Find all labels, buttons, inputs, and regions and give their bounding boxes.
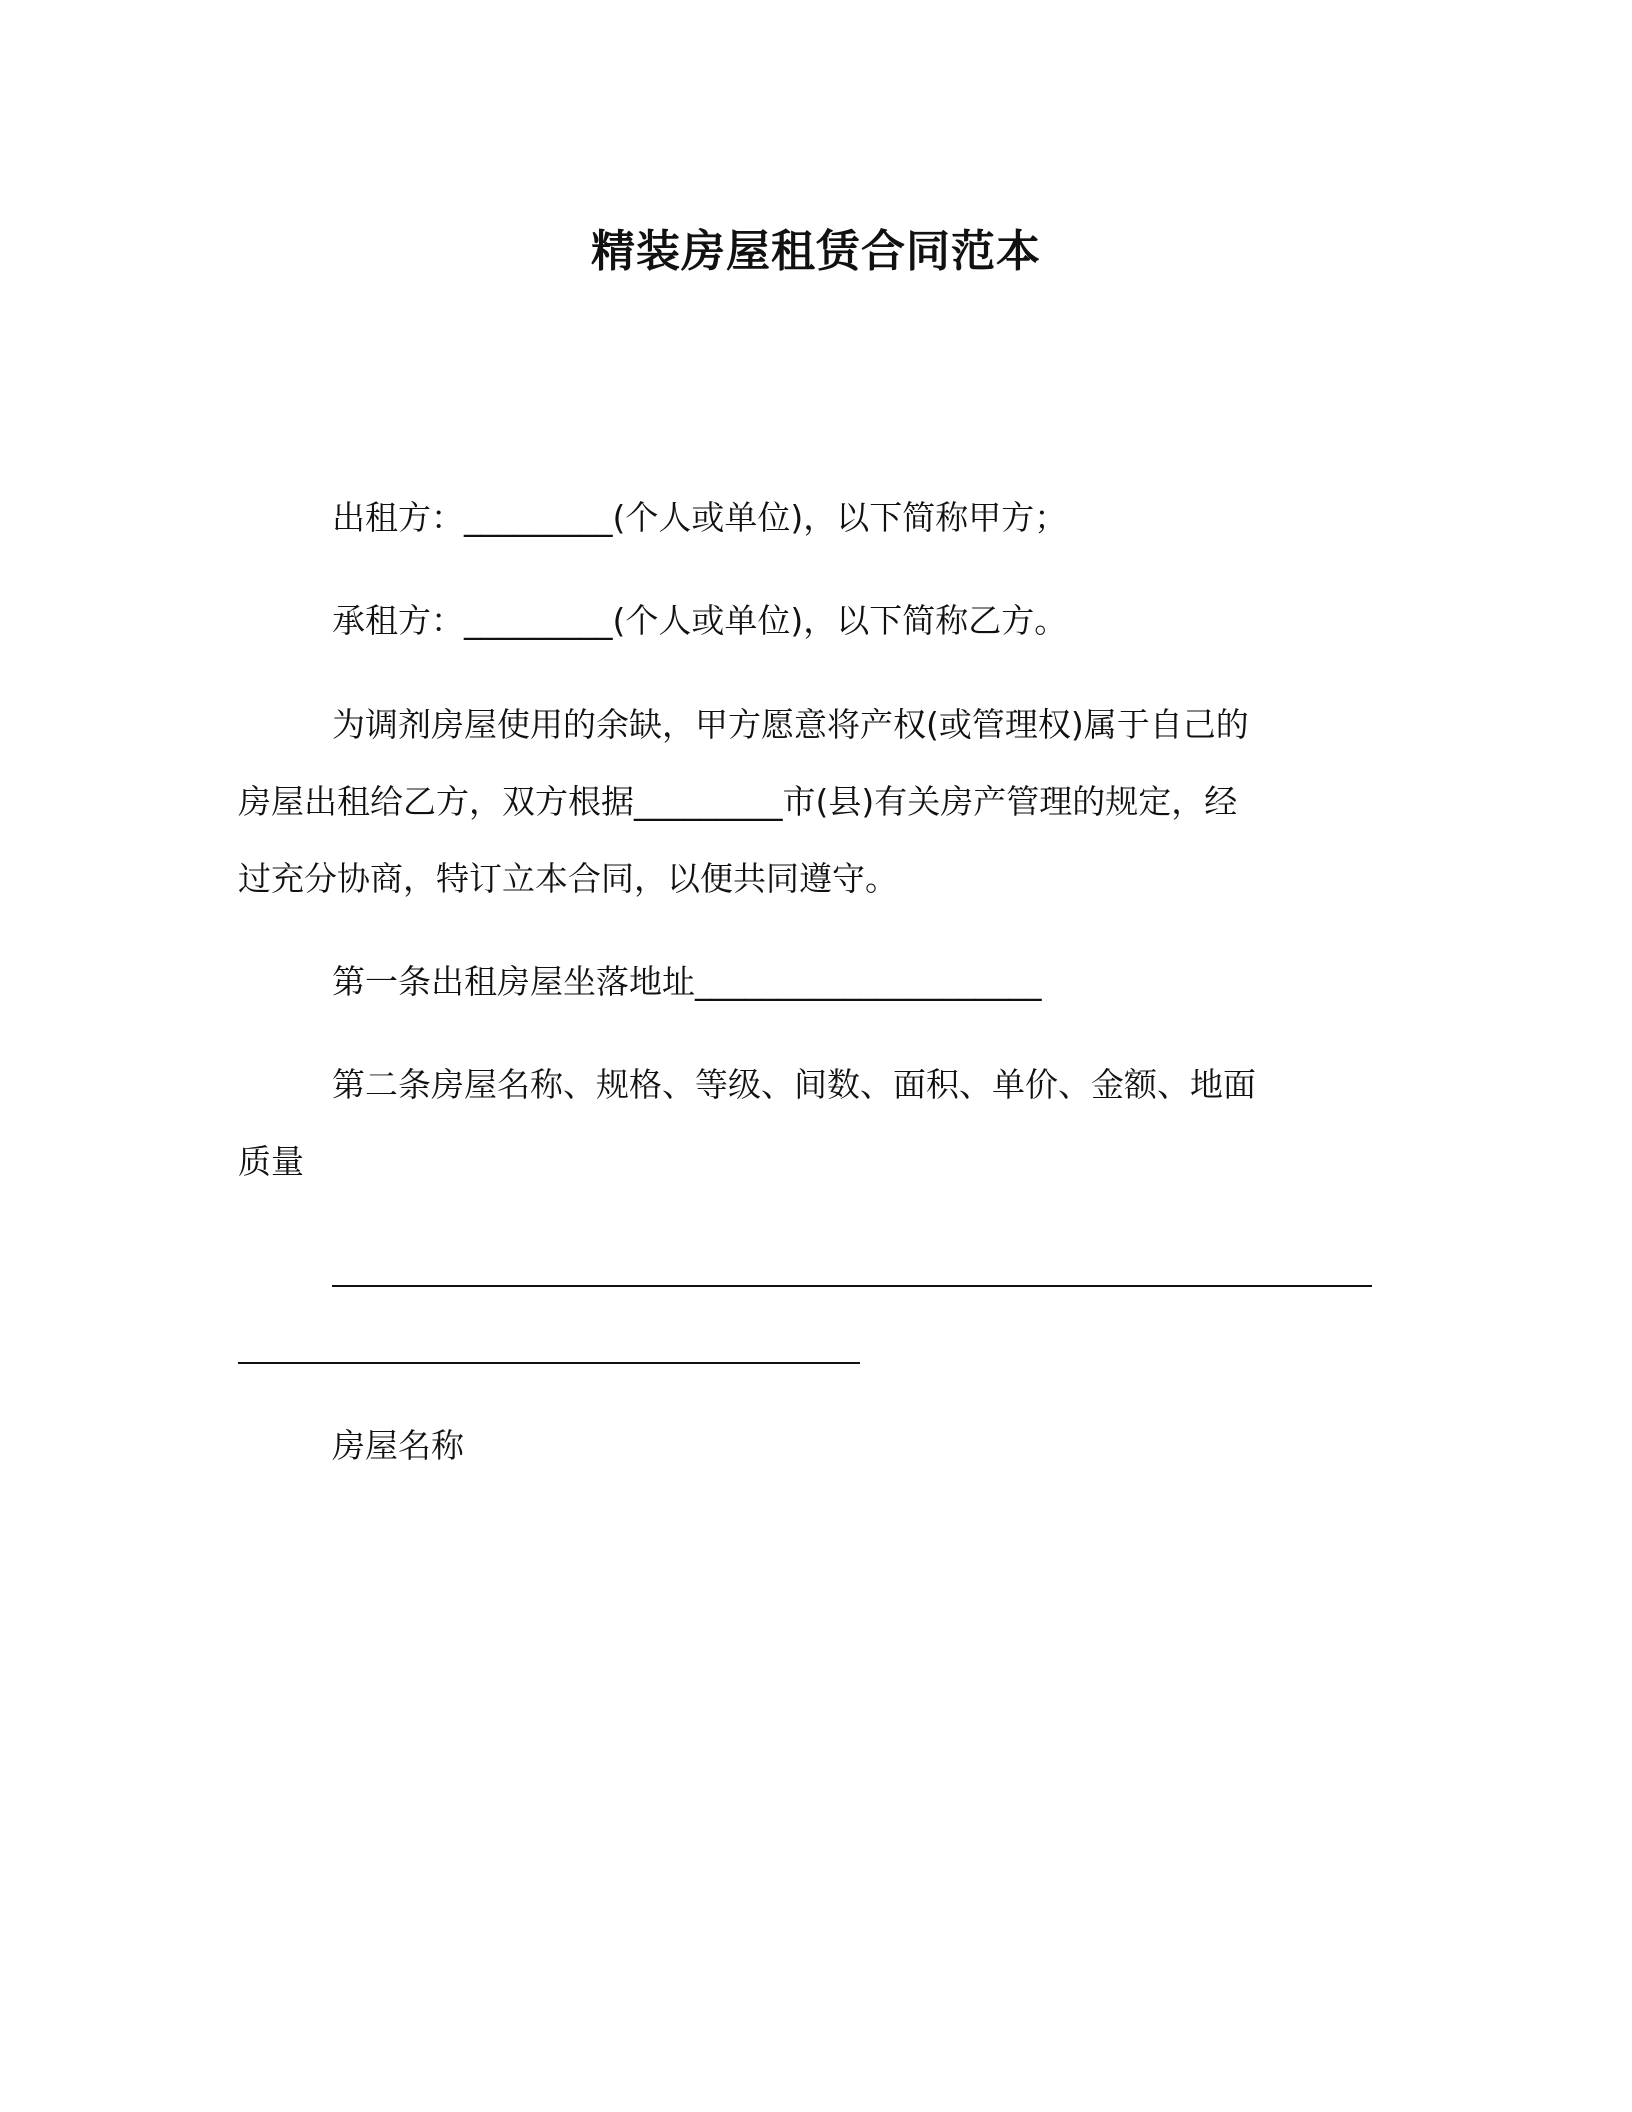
house-name-label: 房屋名称 — [332, 1426, 464, 1465]
lessor-line: 出租方：_________(个人或单位)，以下简称甲方； — [332, 498, 1068, 537]
article-1-location: 第一条出租房屋坐落地址_____________________ — [332, 962, 1042, 1001]
lessee-line: 承租方：_________(个人或单位)，以下简称乙方。 — [332, 601, 1068, 640]
preamble-line-3: 过充分协商，特订立本合同，以便共同遵守。 — [238, 859, 898, 898]
preamble-line-1: 为调剂房屋使用的余缺，甲方愿意将产权(或管理权)属于自己的 — [332, 705, 1249, 744]
document-title: 精装房屋租赁合同范本 — [591, 226, 1041, 277]
article-2-line-2: 质量 — [238, 1142, 304, 1181]
blank-fill-line-2 — [238, 1362, 860, 1364]
blank-fill-line-1 — [332, 1285, 1372, 1287]
preamble-line-2: 房屋出租给乙方，双方根据_________市(县)有关房产管理的规定，经 — [238, 782, 1238, 821]
article-2-line-1: 第二条房屋名称、规格、等级、间数、面积、单价、金额、地面 — [332, 1065, 1256, 1104]
